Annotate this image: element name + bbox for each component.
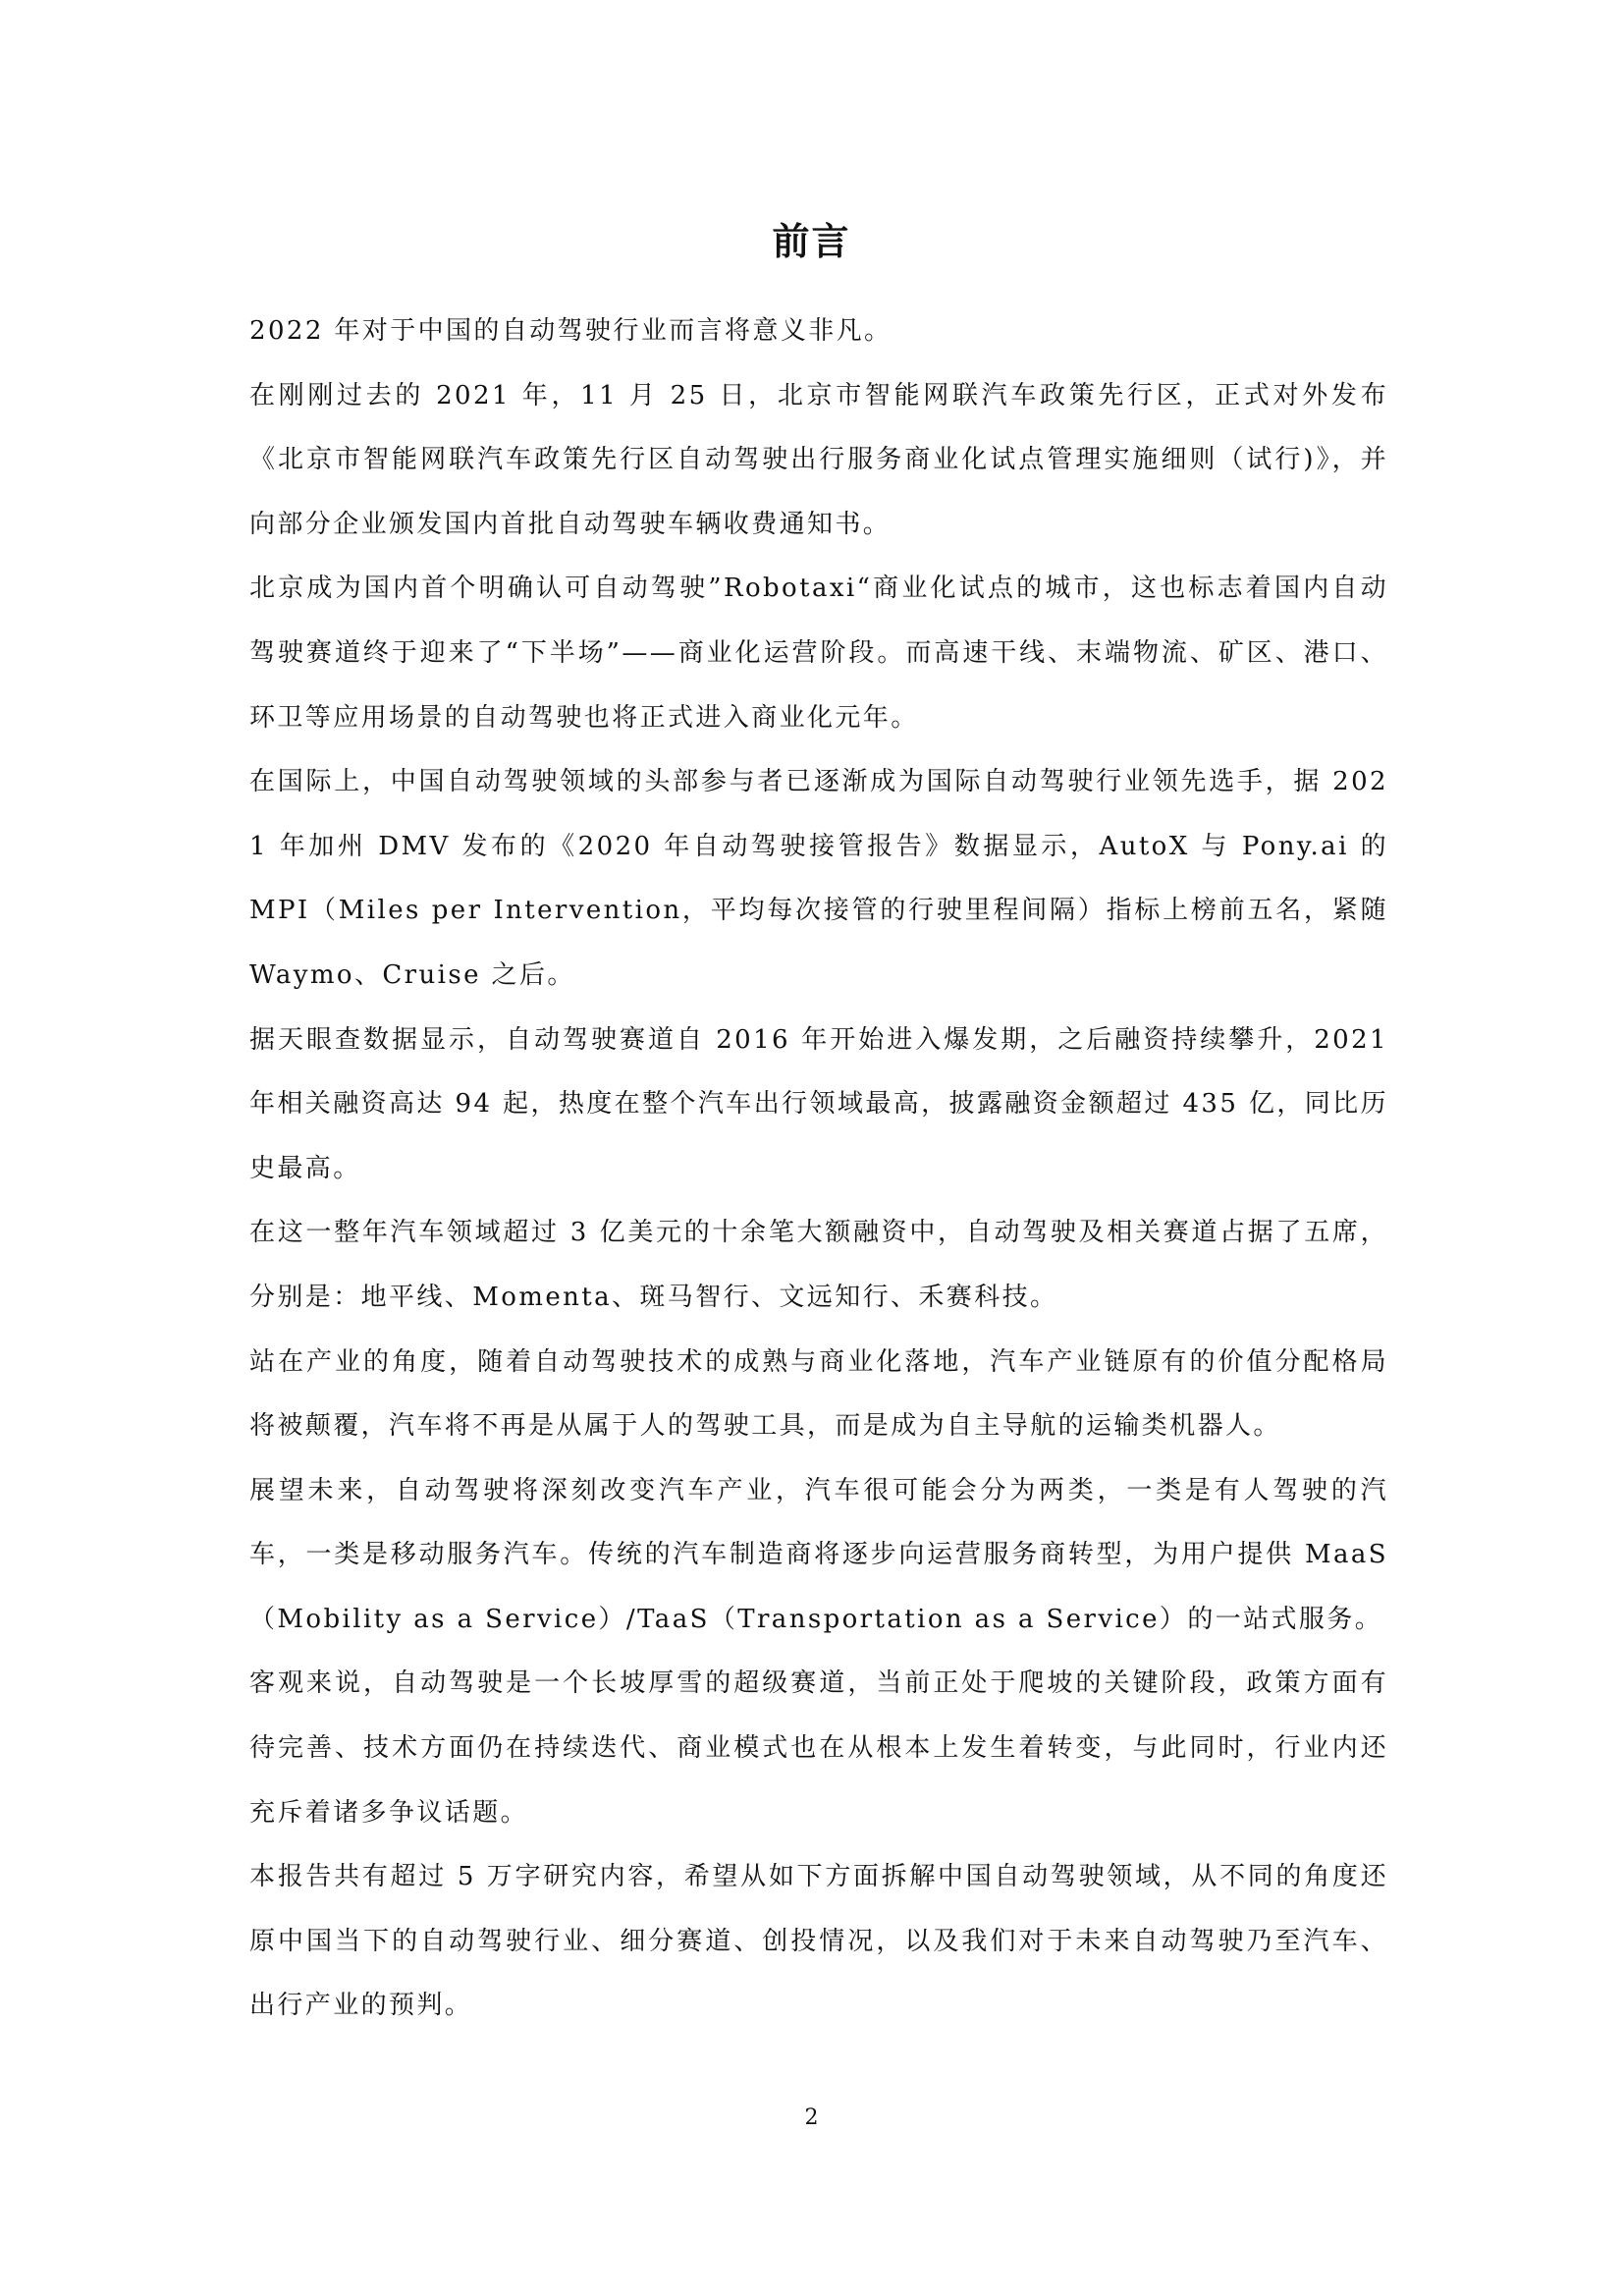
page-number: 2 (804, 2105, 819, 2130)
document-body (249, 300, 1388, 2039)
paragraph-7: 站在产业的角度，随着自动驾驶技术的成熟与商业化落地，汽车产业链原有的价值分配格局将被颠覆，汽车将不再是从属于人的驾驶工具，而是成为自主导航的运输类机器人。 (249, 1346, 1388, 1442)
page-title: 前言 (772, 219, 851, 263)
paragraph-2: 在刚刚过去的 2021 年，11 月 25 日，北京市智能网联汽车政策先行区，正式对外发布《北京市智能网联汽车政策先行区自动驾驶出行服务商业化试点管理实施细则（试行)》，并向部分企业颁发国内首批自动驾驶车辆收费通知书。 (249, 380, 1388, 539)
paragraph-8: 展望未来，自动驾驶将深刻改变汽车产业，汽车很可能会分为两类，一类是有人驾驶的汽车，一类是移动服务汽车。传统的汽车制造商将逐步向运营服务商转型，为用户提供 MaaS（Mobility as a Service）/TaaS（Transportation as a Service）的一站式服务。 (249, 1475, 1388, 1634)
paragraph-3: 北京成为国内首个明确认可自动驾驶”Robotaxi“商业化试点的城市，这也标志着国内自动驾驶赛道终于迎来了“下半场”——商业化运营阶段。而高速干线、末端物流、矿区、港口、环卫等应用场景的自动驾驶也将正式进入商业化元年。 (249, 574, 1388, 733)
paragraph-4: 在国际上，中国自动驾驶领域的头部参与者已逐渐成为国际自动驾驶行业领先选手，据 2021 年加州 DMV 发布的《2020 年自动驾驶接管报告》数据显示，AutoX 与 Pony.ai 的 MPI（Miles per Intervention，平均每次接管的行驶里程间隔）指标上榜前五名，紧随 Waymo、Cruise 之后。 (249, 767, 1388, 990)
paragraph-6: 在这一整年汽车领域超过 3 亿美元的十余笔大额融资中，自动驾驶及相关赛道占据了五席，分别是：地平线、Momenta、斑马智行、文远知行、禾赛科技。 (249, 1218, 1388, 1312)
paragraph-10: 本报告共有超过 5 万字研究内容，希望从如下方面拆解中国自动驾驶领域，从不同的角度还原中国当下的自动驾驶行业、细分赛道、创投情况，以及我们对于未来自动驾驶乃至汽车、出行产业的预判。 (249, 1862, 1388, 2021)
paragraph-5: 据天眼查数据显示，自动驾驶赛道自 2016 年开始进入爆发期，之后融资持续攀升，2021 年相关融资高达 94 起，热度在整个汽车出行领域最高，披露融资金额超过 435 亿，同比历史最高。 (249, 1024, 1388, 1183)
paragraph-1: 2022 年对于中国的自动驾驶行业而言将意义非凡。 (249, 316, 893, 346)
paragraph-9: 客观来说，自动驾驶是一个长坡厚雪的超级赛道，当前正处于爬坡的关键阶段，政策方面有待完善、技术方面仍在持续迭代、商业模式也在从根本上发生着转变，与此同时，行业内还充斥着诸多争议话题。 (249, 1668, 1388, 1828)
